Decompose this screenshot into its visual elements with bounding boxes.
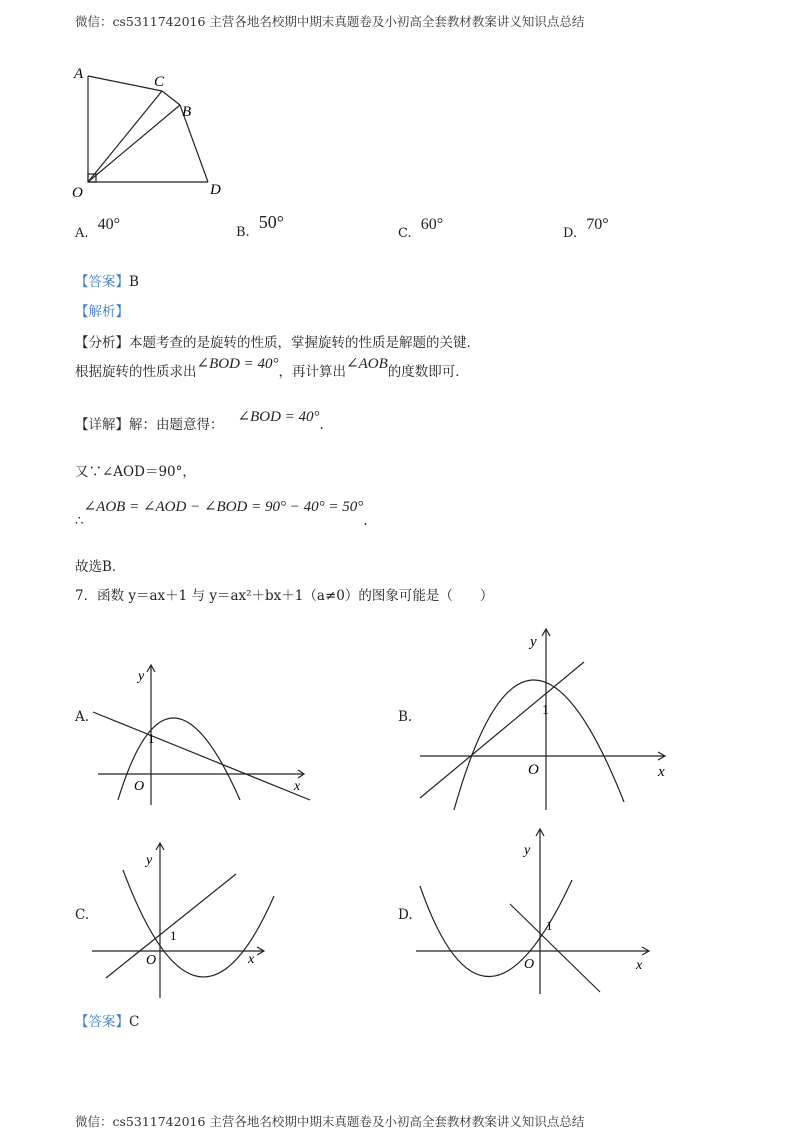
origin-label: O — [524, 957, 535, 972]
q6-analysis-tag: 【解析】 — [75, 304, 129, 320]
line-graph — [93, 712, 310, 800]
one-label: 1 — [546, 918, 553, 933]
line-graph — [106, 874, 236, 978]
q7-graph-a — [88, 660, 318, 810]
label-o: O — [72, 185, 83, 201]
q7-graph-b — [412, 626, 672, 812]
q6-detail: 【详解】解：由题意得： ∠BOD = 40°. — [75, 409, 324, 433]
q6-option-a: A. 40° — [75, 216, 121, 241]
segment-cb — [162, 91, 180, 105]
q6-fenxi: 【分析】本题考查的是旋转的性质，掌握旋转的性质是解题的关键． — [75, 335, 480, 351]
line-graph — [420, 662, 584, 798]
y-label: y — [524, 843, 531, 858]
q6-option-b: B. 50° — [236, 212, 284, 240]
q7-stem: 7．函数 y＝ax＋1 与 y＝ax²＋bx＋1（a≠0）的图象可能是（ ） — [75, 588, 494, 604]
y-label: y — [146, 853, 153, 868]
one-label: 1 — [148, 731, 155, 746]
x-label: x — [248, 952, 255, 967]
x-label: x — [658, 764, 665, 780]
page-footer: 微信：cs5311742016 主营各地名校期中期末真题卷及小初高全套教材教案讲义知识点总结 — [75, 1114, 585, 1129]
q6-therefore: ∴∠AOB = ∠AOD − ∠BOD = 90° − 40° = 50°. — [75, 499, 368, 529]
one-label: 1 — [542, 703, 549, 718]
q6-answer: 【答案】B — [75, 274, 139, 290]
segment-ob — [88, 105, 180, 182]
origin-label: O — [528, 762, 539, 778]
q6-option-d: D. 70° — [563, 216, 609, 241]
q7-label-d: D. — [398, 907, 413, 923]
y-label: y — [138, 669, 145, 684]
q7-answer: 【答案】C — [75, 1014, 140, 1030]
origin-label: O — [134, 779, 145, 794]
label-b: B — [182, 104, 192, 120]
origin-label: O — [146, 953, 157, 968]
q7-label-a: A. — [75, 709, 90, 725]
x-label: x — [636, 958, 643, 973]
q7-label-c: C. — [75, 907, 90, 923]
segment-ac — [88, 76, 162, 91]
label-d: D — [210, 182, 221, 198]
q7-graph-c — [88, 840, 288, 1000]
rotation-figure — [70, 62, 240, 202]
y-label: y — [530, 634, 537, 650]
q7-graph-d — [412, 826, 662, 996]
q6-fenxi-line2: 根据旋转的性质求出∠BOD = 40°，再计算出∠AOB的度数即可． — [75, 356, 469, 380]
segment-oc — [88, 91, 162, 182]
line-graph — [510, 904, 600, 992]
x-label: x — [294, 779, 301, 794]
q6-option-c: C. 60° — [398, 216, 444, 241]
page-header: 微信：cs5311742016 主营各地名校期中期末真题卷及小初高全套教材教案讲义知识点总结 — [75, 14, 585, 29]
label-a: A — [74, 66, 84, 82]
label-c: C — [154, 74, 165, 90]
q7-label-b: B. — [398, 709, 413, 725]
q6-conclusion: 故选B． — [75, 559, 126, 575]
q6-you-line: 又∵∠AOD＝90°， — [75, 464, 196, 480]
one-label: 1 — [170, 928, 177, 943]
